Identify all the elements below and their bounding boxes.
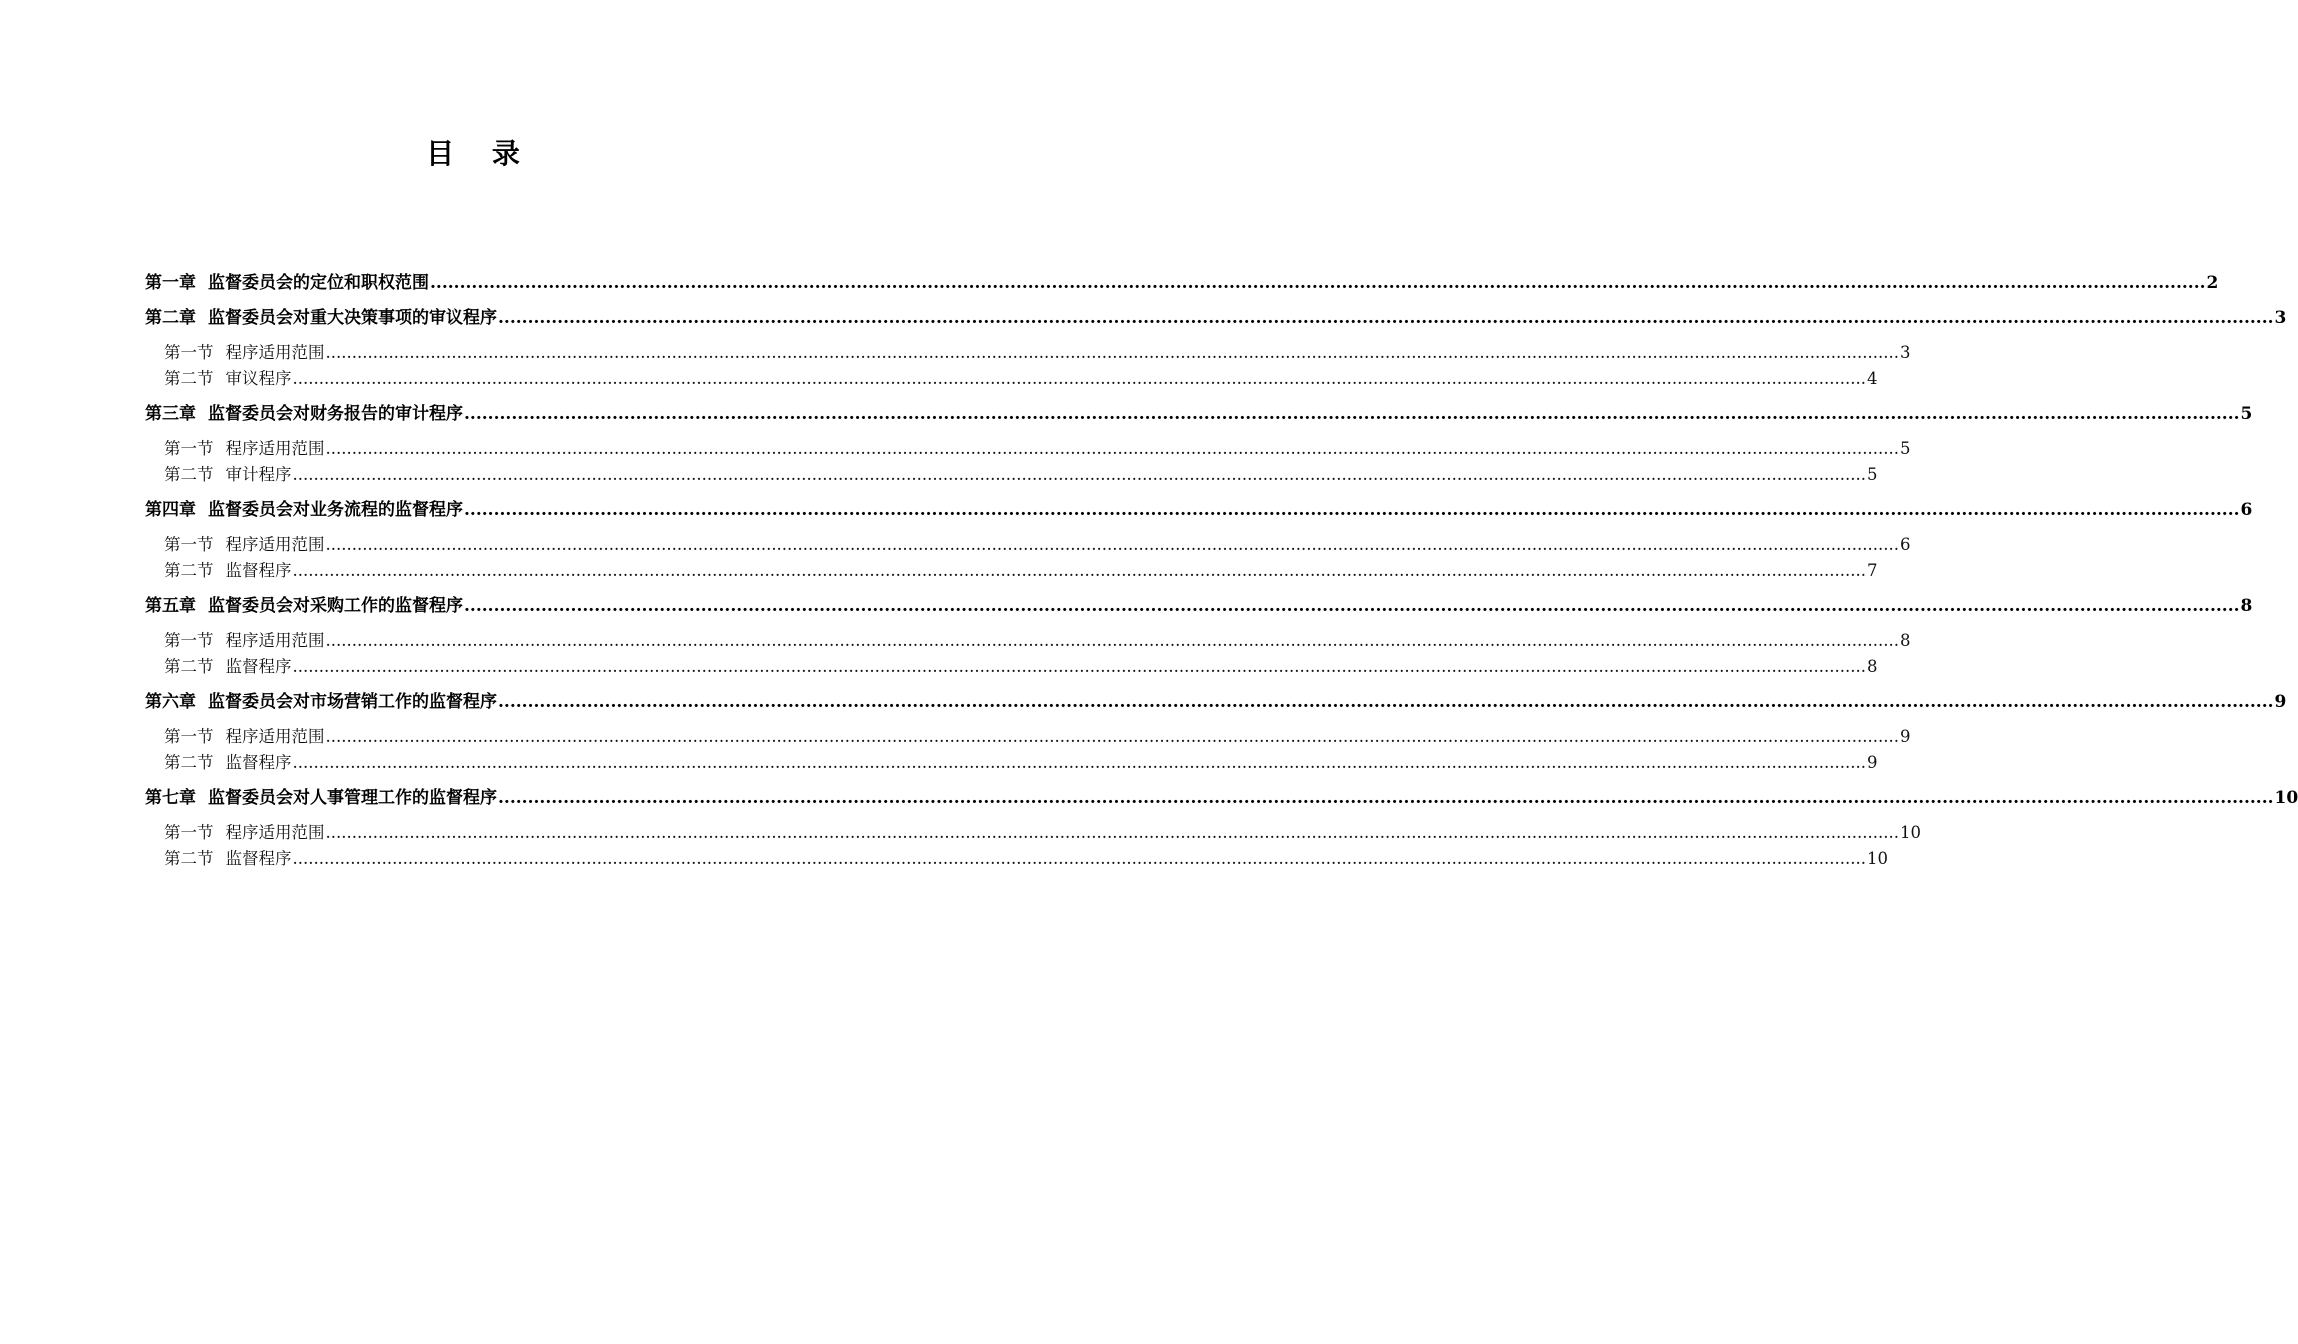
toc-entry-number: 第二章: [145, 308, 196, 328]
toc-entry-number: 第一节: [164, 727, 214, 746]
toc-entry-label: [145, 270, 429, 296]
dot-leader: ............................................................................................................................................................................................................................................................................................................: [292, 657, 1866, 676]
toc-entry-number: 第一节: [164, 823, 214, 842]
toc-entry-title: 程序适用范围: [225, 439, 325, 458]
toc-page-number: 8: [1899, 631, 1911, 650]
toc-entry-label: [145, 689, 497, 715]
toc-chapter-entry[interactable]: [145, 270, 2219, 296]
dot-leader: ............................................................................................................................................................................................................................................................................................................: [464, 404, 2240, 424]
toc-page-number: 10: [1866, 849, 1888, 868]
toc-entry-label: [164, 820, 325, 846]
dot-leader: ............................................................................................................................................................................................................................................................................................................: [292, 369, 1866, 388]
toc-entry-label: [164, 532, 325, 558]
dot-leader: ............................................................................................................................................................................................................................................................................................................: [325, 823, 1899, 842]
toc-section-entry[interactable]: [145, 532, 1911, 558]
toc-page-number: 8: [1866, 657, 1878, 676]
toc-section-entry[interactable]: [145, 820, 1921, 846]
toc-entry-number: 第一章: [145, 273, 196, 293]
toc-entry-number: 第三章: [145, 404, 196, 424]
toc-entry-title: 程序适用范围: [225, 823, 325, 842]
toc-entry-label: [164, 846, 292, 872]
toc-entry-number: 第七章: [145, 788, 196, 808]
toc-page-number: 4: [1866, 369, 1878, 388]
toc-page-number: 9: [2274, 692, 2287, 712]
toc-entry-number: 第二节: [164, 849, 214, 868]
toc-chapter-entry[interactable]: [145, 689, 2287, 715]
toc-section-entry[interactable]: [145, 750, 1878, 776]
dot-leader: ............................................................................................................................................................................................................................................................................................................: [325, 631, 1899, 650]
toc-entry-title: 程序适用范围: [225, 727, 325, 746]
toc-chapter-entry[interactable]: [145, 593, 2253, 619]
toc-page-number: 3: [2274, 308, 2287, 328]
toc-entry-label: [164, 340, 325, 366]
toc-entry-title: 监督程序: [225, 849, 292, 868]
toc-section-entry[interactable]: [145, 654, 1878, 680]
toc-entry-number: 第一节: [164, 535, 214, 554]
toc-entry-title: 审议程序: [225, 369, 292, 388]
dot-leader: ............................................................................................................................................................................................................................................................................................................: [325, 727, 1899, 746]
toc-entry-number: 第一节: [164, 631, 214, 650]
toc-page-number: 5: [1899, 439, 1911, 458]
toc-entry-number: 第一节: [164, 439, 214, 458]
toc-entry-title: 程序适用范围: [225, 631, 325, 650]
toc-page-number: 6: [2240, 500, 2253, 520]
dot-leader: ............................................................................................................................................................................................................................................................................................................: [292, 849, 1866, 868]
toc-entry-title: 程序适用范围: [225, 535, 325, 554]
dot-leader: ............................................................................................................................................................................................................................................................................................................: [292, 465, 1866, 484]
toc-entry-number: 第二节: [164, 465, 214, 484]
toc-section-entry[interactable]: [145, 462, 1878, 488]
dot-leader: ............................................................................................................................................................................................................................................................................................................: [464, 500, 2240, 520]
toc-section-entry[interactable]: [145, 724, 1911, 750]
toc-page-number: 8: [2240, 596, 2253, 616]
toc-section-entry[interactable]: [145, 558, 1878, 584]
toc-entry-label: [164, 724, 325, 750]
toc-page-number: 5: [2240, 404, 2253, 424]
toc-section-entry[interactable]: [145, 340, 1911, 366]
dot-leader: ............................................................................................................................................................................................................................................................................................................: [325, 343, 1899, 362]
toc-entry-number: 第二节: [164, 561, 214, 580]
toc-entry-title: 监督程序: [225, 561, 292, 580]
toc-entry-label: [164, 462, 292, 488]
toc-page-number: 10: [2274, 788, 2298, 808]
toc-chapter-entry[interactable]: [145, 497, 2253, 523]
toc-entry-number: 第六章: [145, 692, 196, 712]
toc-entry-title: 监督委员会对采购工作的监督程序: [208, 596, 463, 616]
toc-section-entry[interactable]: [145, 628, 1911, 654]
toc-entry-label: [164, 436, 325, 462]
toc-page-number: 2: [2206, 273, 2219, 293]
dot-leader: ............................................................................................................................................................................................................................................................................................................: [498, 308, 2274, 328]
toc-entry-label: [164, 366, 292, 392]
toc-entry-title: 程序适用范围: [225, 343, 325, 362]
toc-entry-label: [145, 401, 463, 427]
dot-leader: ............................................................................................................................................................................................................................................................................................................: [325, 535, 1899, 554]
toc-entry-title: 监督委员会对财务报告的审计程序: [208, 404, 463, 424]
toc-chapter-entry[interactable]: [145, 401, 2253, 427]
dot-leader: ............................................................................................................................................................................................................................................................................................................: [430, 273, 2206, 293]
toc-entry-title: 监督程序: [225, 753, 292, 772]
dot-leader: ............................................................................................................................................................................................................................................................................................................: [464, 596, 2240, 616]
toc-section-entry[interactable]: [145, 846, 1888, 872]
toc-section-entry[interactable]: [145, 366, 1878, 392]
toc-page-number: 7: [1866, 561, 1878, 580]
toc-page-number: 10: [1899, 823, 1921, 842]
toc-entry-label: [164, 628, 325, 654]
toc-entry-label: [164, 750, 292, 776]
toc-page-number: 9: [1899, 727, 1911, 746]
toc-entry-label: [145, 497, 463, 523]
dot-leader: ............................................................................................................................................................................................................................................................................................................: [292, 561, 1866, 580]
dot-leader: ............................................................................................................................................................................................................................................................................................................: [498, 692, 2274, 712]
toc-entry-title: 监督委员会的定位和职权范围: [208, 273, 429, 293]
toc-entry-number: 第二节: [164, 657, 214, 676]
toc-entry-label: [145, 785, 497, 811]
toc-chapter-entry[interactable]: [145, 305, 2287, 331]
toc-entry-label: [145, 593, 463, 619]
toc-entry-title: 监督委员会对人事管理工作的监督程序: [208, 788, 497, 808]
table-of-contents: [145, 270, 2298, 872]
toc-page-number: 9: [1866, 753, 1878, 772]
toc-entry-number: 第二节: [164, 369, 214, 388]
toc-entry-number: 第二节: [164, 753, 214, 772]
toc-entry-label: [145, 305, 497, 331]
toc-entry-title: 监督程序: [225, 657, 292, 676]
toc-entry-number: 第五章: [145, 596, 196, 616]
toc-page-number: 5: [1866, 465, 1878, 484]
toc-entry-number: 第四章: [145, 500, 196, 520]
toc-entry-title: 审计程序: [225, 465, 292, 484]
dot-leader: ............................................................................................................................................................................................................................................................................................................: [498, 788, 2274, 808]
toc-entry-label: [164, 558, 292, 584]
toc-entry-title: 监督委员会对业务流程的监督程序: [208, 500, 463, 520]
toc-entry-title: 监督委员会对重大决策事项的审议程序: [208, 308, 497, 328]
toc-entry-title: 监督委员会对市场营销工作的监督程序: [208, 692, 497, 712]
toc-entry-number: 第一节: [164, 343, 214, 362]
toc-section-entry[interactable]: [145, 436, 1911, 462]
dot-leader: ............................................................................................................................................................................................................................................................................................................: [325, 439, 1899, 458]
toc-chapter-entry[interactable]: [145, 785, 2298, 811]
toc-page-number: 3: [1899, 343, 1911, 362]
dot-leader: ............................................................................................................................................................................................................................................................................................................: [292, 753, 1866, 772]
page-title: 目 录: [426, 137, 534, 170]
toc-page-number: 6: [1899, 535, 1911, 554]
toc-entry-label: [164, 654, 292, 680]
